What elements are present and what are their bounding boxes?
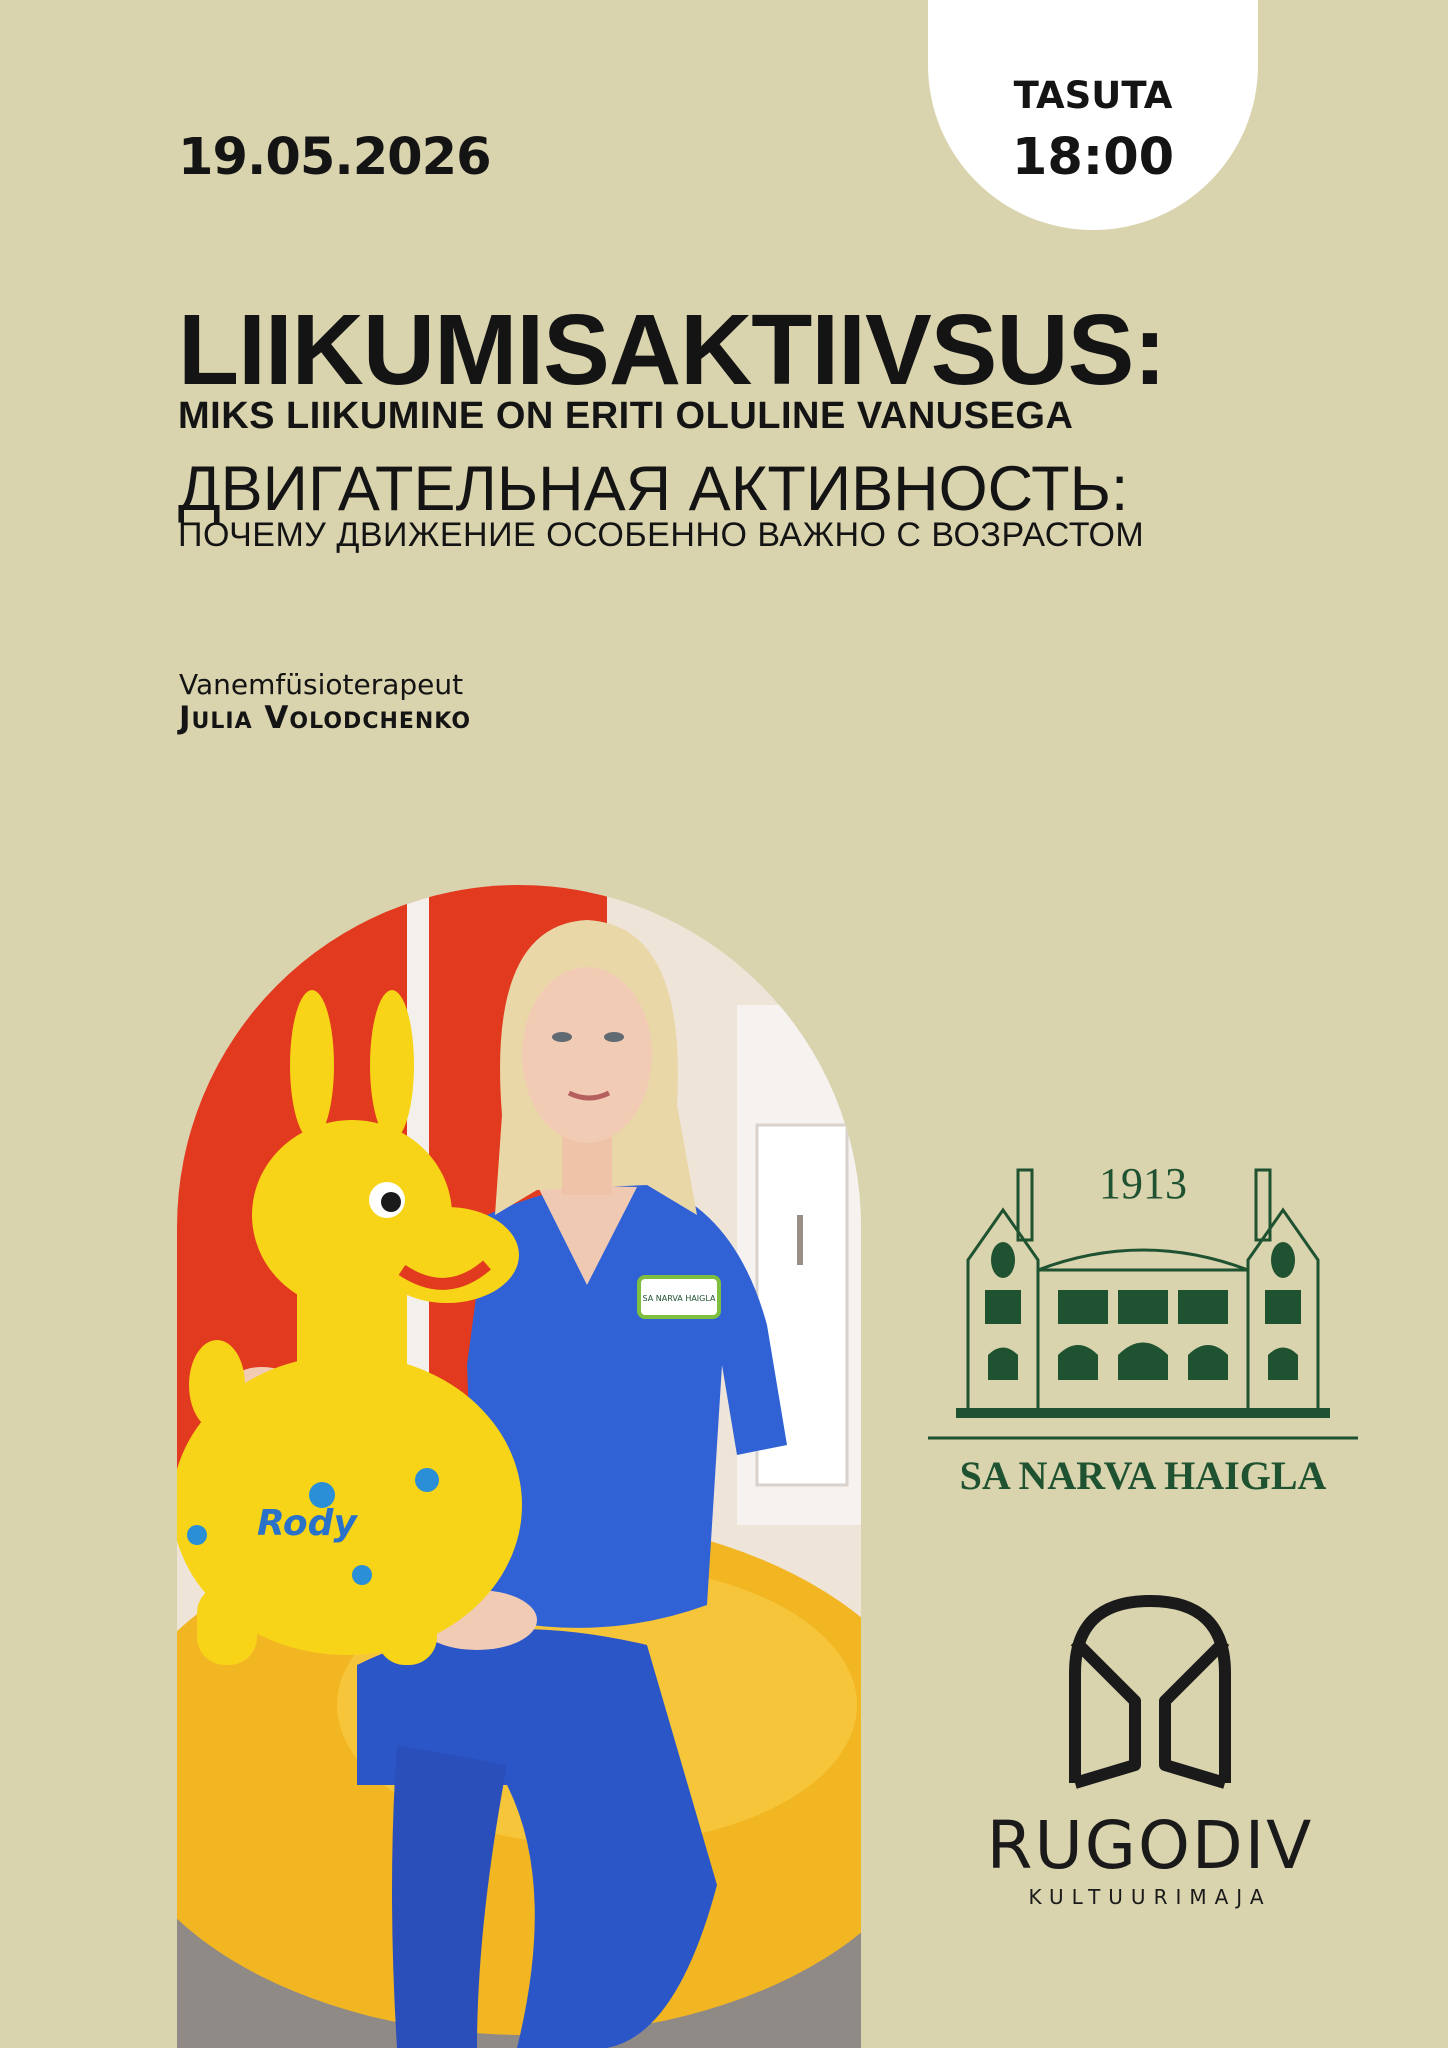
- title-russian: ДВИГАТЕЛЬНАЯ АКТИВНОСТЬ:: [178, 454, 1129, 524]
- hospital-founded-year: 1913: [1099, 1159, 1187, 1208]
- venue-logo: [960, 1585, 1340, 1915]
- toy-brand-text: Rody: [257, 1503, 357, 1544]
- event-date: 19.05.2026: [178, 128, 491, 187]
- speaker-photo: [177, 885, 861, 2048]
- subtitle-russian: ПОЧЕМУ ДВИЖЕНИЕ ОСОБЕННО ВАЖНО С ВОЗРАСТОМ: [178, 516, 1145, 554]
- subtitle-estonian: MIKS LIIKUMINE ON ERITI OLULINE VANUSEGA: [178, 395, 1074, 437]
- rugodiv-arch-icon: [1065, 1593, 1235, 1793]
- speaker-role: Vanemfüsioterapeut: [179, 668, 464, 701]
- event-time: 18:00: [1011, 128, 1175, 187]
- venue-subtitle: KULTUURIMAJA: [1028, 1885, 1272, 1909]
- title-estonian: LIIKUMISAKTIIVSUS:: [178, 294, 1166, 406]
- badge-label: TASUTA: [1013, 74, 1173, 117]
- speaker-name: Julia Volodchenko: [179, 700, 472, 736]
- hospital-building-icon: [928, 1150, 1358, 1450]
- venue-name: RUGODIV: [986, 1807, 1314, 1884]
- free-entry-badge: [928, 0, 1258, 230]
- photo-name-badge-text: SA NARVA HAIGLA: [642, 1294, 716, 1303]
- hospital-logo: [928, 1150, 1358, 1510]
- hospital-name: SA NARVA HAIGLA: [959, 1453, 1327, 1498]
